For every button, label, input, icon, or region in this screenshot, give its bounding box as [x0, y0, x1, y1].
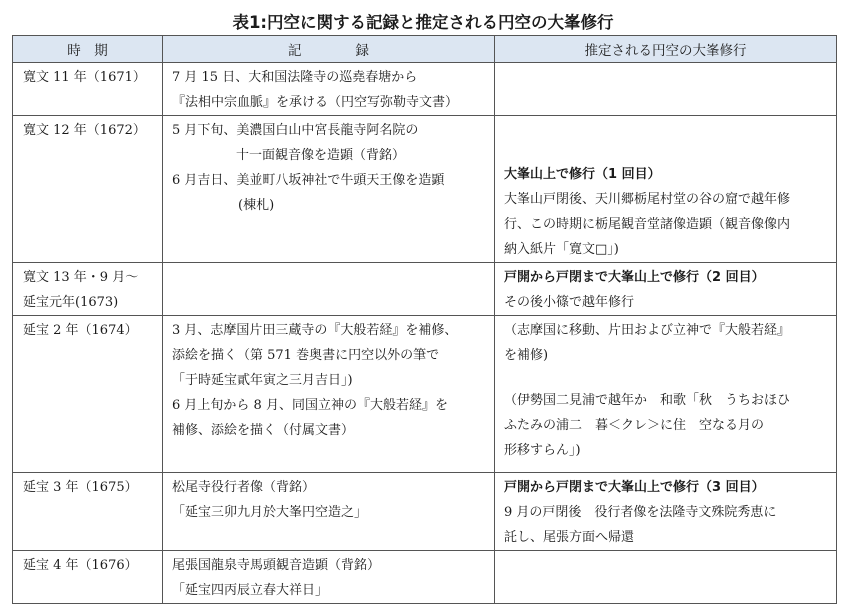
record-line: 6 月上旬から 8 月、同国立神の『大般若経』を — [172, 398, 448, 413]
record-cell — [163, 316, 495, 473]
practice-line: を補修) — [504, 348, 549, 363]
period-text: 延宝 4 年（1676） — [23, 558, 138, 573]
practice-line: 託し、尾張方面へ帰還 — [504, 530, 635, 545]
table-title: 表1:円空に関する記録と推定される円空の大峯修行 — [232, 13, 614, 32]
practice-title: 戸開から戸閉まで大峯山上で修行（2 回目） — [504, 270, 765, 285]
table-row — [13, 473, 837, 551]
practice-cell — [495, 473, 837, 551]
period-text: 延宝元年(1673) — [23, 295, 119, 310]
record-line: 松尾寺役行者像（背銘） — [172, 480, 316, 495]
records-table — [12, 35, 837, 604]
table-row — [13, 551, 837, 604]
practice-cell — [495, 63, 837, 116]
practice-line: 納入紙片「寛文□」) — [504, 242, 619, 257]
table-row — [13, 316, 837, 473]
period-cell — [13, 316, 163, 473]
header-practice: 推定される円空の大峯修行 — [495, 36, 837, 63]
practice-line: 大峯山戸閉後、天川郷栃尾村堂の谷の窟で越年修 — [504, 192, 791, 207]
table-row — [13, 63, 837, 116]
record-line: 尾張国龍泉寺馬頭観音造顕（背銘） — [172, 558, 381, 573]
period-cell — [13, 473, 163, 551]
header-row — [13, 36, 837, 63]
record-line: 十一面観音像を造顕（背銘） — [236, 148, 406, 163]
table-row — [13, 263, 837, 316]
period-text: 寛文 11 年（1671） — [23, 70, 146, 85]
period-text: 寛文 12 年（1672） — [23, 123, 146, 138]
practice-line: その後小篠で越年修行 — [504, 295, 635, 310]
practice-line: 9 月の戸閉後 役行者像を法隆寺文殊院秀恵に — [504, 505, 777, 520]
record-line: 7 月 15 日、大和国法隆寺の巡堯春塘から — [172, 70, 418, 85]
record-cell — [163, 473, 495, 551]
practice-title: 戸開から戸閉まで大峯山上で修行（3 回目） — [504, 480, 765, 495]
practice-cell — [495, 116, 837, 263]
practice-line: 行、この時期に栃尾観音堂諸像造顕（観音像像内 — [504, 217, 791, 232]
record-cell — [163, 551, 495, 604]
record-line: 「延宝三卯九月於大峯円空造之」 — [172, 505, 368, 520]
period-text: 延宝 3 年（1675） — [23, 480, 138, 495]
period-cell — [13, 551, 163, 604]
table-row — [13, 116, 837, 263]
header-record: 記 録 — [163, 36, 495, 63]
record-cell — [163, 116, 495, 263]
record-line: 5 月下旬、美濃国白山中宮長龍寺阿名院の — [172, 123, 419, 138]
record-cell — [163, 63, 495, 116]
period-text: 延宝 2 年（1674） — [23, 323, 138, 338]
practice-line: （志摩国に移動、片田および立神で『大般若経』 — [504, 323, 791, 338]
practice-cell — [495, 316, 837, 473]
record-line: 補修、添絵を描く（付属文書） — [172, 423, 355, 438]
practice-cell — [495, 551, 837, 604]
period-cell — [13, 263, 163, 316]
record-cell — [163, 263, 495, 316]
record-line: 「延宝四丙辰立春大祥日」 — [172, 583, 329, 598]
record-line: (棟札) — [238, 198, 275, 213]
practice-line: ふたみの浦二 暮＜クレ＞に住 空なる月の — [504, 418, 765, 433]
practice-line: 形移すらん」) — [504, 443, 581, 458]
practice-title: 大峯山上で修行（1 回目） — [504, 167, 661, 182]
header-period: 時 期 — [13, 36, 163, 63]
period-text: 寛文 13 年・9 月～ — [23, 270, 139, 285]
record-line: 「于時延宝貳年寅之三月吉日」) — [172, 373, 353, 388]
period-cell — [13, 116, 163, 263]
practice-line: （伊勢国二見浦で越年か 和歌「秋 うちおほひ — [504, 393, 791, 408]
practice-cell — [495, 263, 837, 316]
record-line: 3 月、志摩国片田三蔵寺の『大般若経』を補修、 — [172, 323, 458, 338]
period-cell — [13, 63, 163, 116]
record-line: 『法相中宗血脈』を承ける（円空写弥勒寺文書） — [172, 95, 459, 110]
record-line: 添絵を描く（第 571 巻奥書に円空以外の筆で — [172, 348, 440, 363]
record-line: 6 月吉日、美並町八坂神社で牛頭天王像を造顕 — [172, 173, 445, 188]
